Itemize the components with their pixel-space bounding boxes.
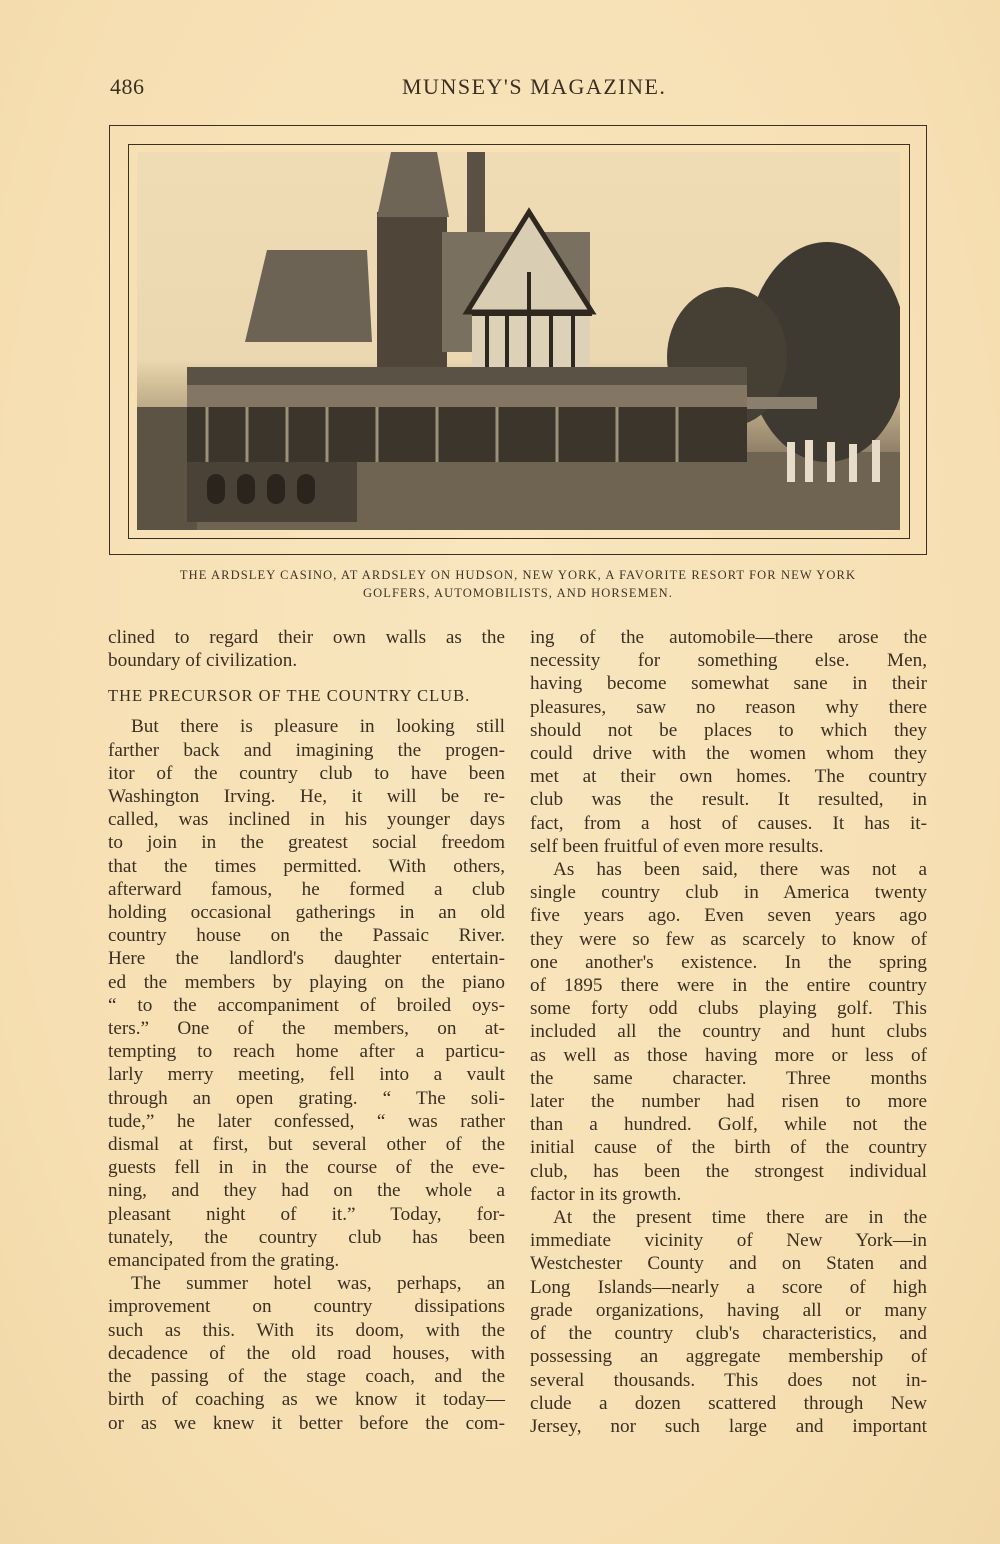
- text-line: Long Islands—nearly a score of high: [530, 1276, 927, 1298]
- chimney: [467, 152, 485, 232]
- text-line: But there is pleasure in looking still: [131, 716, 505, 738]
- text-line: single country club in America twenty: [530, 882, 927, 904]
- running-head: [110, 74, 920, 104]
- page-number: 486: [110, 74, 145, 99]
- text-line: holding occasional gatherings in an old: [108, 902, 505, 924]
- text-line: as well as those having more or less of: [530, 1044, 927, 1066]
- text-line: Here the landlord's daughter entertain-: [108, 948, 505, 970]
- text-line: country house on the Passaic River.: [108, 925, 505, 947]
- left-column: [108, 626, 505, 1435]
- text-line: At the present time there are in the: [553, 1207, 927, 1229]
- text-line: several thousands. This does not in-: [530, 1369, 927, 1391]
- text-line: grade organizations, having all or many: [530, 1299, 927, 1321]
- text-line: improvement on country dissipations: [108, 1296, 505, 1318]
- text-line: having become somewhat sane in their: [530, 673, 927, 695]
- text-line: one another's existence. In the spring: [530, 951, 927, 973]
- text-line: necessity for something else. Men,: [530, 650, 927, 672]
- caption-line-1: THE ARDSLEY CASINO, AT ARDSLEY ON HUDSON, NEW YORK, A FAVORITE RESORT FOR NEW YORK: [179, 568, 857, 582]
- text-line: met at their own homes. The country: [530, 766, 927, 788]
- photo-illustration: [137, 152, 900, 530]
- text-line: than a hundred. Golf, while not the: [530, 1114, 927, 1136]
- text-line: Jersey, nor such large and important: [530, 1415, 927, 1437]
- text-line: initial cause of the birth of the country: [530, 1137, 927, 1159]
- text-line: ters.” One of the members, on at-: [108, 1018, 505, 1040]
- side-awning: [747, 397, 817, 409]
- text-line: Washington Irving. He, it will be re-: [108, 786, 505, 808]
- text-line: ing of the automobile—there arose the: [530, 627, 927, 648]
- text-line: larly merry meeting, fell into a vault: [108, 1064, 505, 1086]
- text-line: to join in the greatest social freedom: [108, 832, 505, 854]
- text-line: included all the country and hunt clubs: [530, 1021, 927, 1043]
- text-line: birth of coaching as we know it today—: [108, 1389, 505, 1411]
- text-line: could drive with the women whom they: [530, 743, 927, 765]
- text-line: should not be places to which they: [530, 719, 927, 741]
- magazine-title: MUNSEY'S MAGAZINE.: [402, 74, 667, 99]
- text-line: “ to the accompaniment of broiled oys-: [108, 994, 505, 1016]
- paragraph: [530, 1206, 927, 1438]
- text-line: club, has been the strongest individual: [530, 1160, 927, 1182]
- paragraph: [530, 858, 927, 1206]
- upper-balcony: [187, 367, 747, 385]
- text-line: of the country club's characteristics, and: [530, 1323, 927, 1345]
- text-line: ed the members by playing on the piano: [108, 971, 505, 993]
- text-line: that the times permitted. With others,: [108, 855, 505, 877]
- text-line: they were so few as scarcely to know of: [530, 928, 927, 950]
- paragraph: [108, 715, 505, 1272]
- caption-line-2: GOLFERS, AUTOMOBILISTS, AND HORSEMEN.: [363, 586, 673, 600]
- text-line: clined to regard their own walls as the: [108, 627, 505, 648]
- text-line: later the number had risen to more: [530, 1091, 927, 1113]
- text-line: itor of the country club to have been: [108, 762, 505, 784]
- text-line: immediate vicinity of New York—in: [530, 1230, 927, 1252]
- text-line: pleasant night of it.” Today, for-: [108, 1203, 505, 1225]
- text-line: tunately, the country club has been: [108, 1226, 505, 1248]
- paragraph: [108, 626, 505, 672]
- text-line: The summer hotel was, perhaps, an: [131, 1273, 505, 1295]
- text-line: self been fruitful of even more results.: [530, 835, 824, 857]
- paragraph: [108, 1272, 505, 1434]
- text-line: farther back and imagining the progen-: [108, 739, 505, 761]
- text-line: afterward famous, he formed a club: [108, 878, 505, 900]
- ardsley-casino-photo: [137, 152, 900, 530]
- text-line: As has been said, there was not a: [553, 859, 927, 881]
- text-line: such as this. With its doom, with the: [108, 1319, 505, 1341]
- text-line: some forty odd clubs playing golf. This: [530, 998, 927, 1020]
- text-line: of 1895 there were in the entire country: [530, 975, 927, 997]
- text-line: guests fell in in the course of the eve-: [108, 1157, 505, 1179]
- text-line: the passing of the stage coach, and the: [108, 1366, 505, 1388]
- text-line: boundary of civilization.: [108, 650, 298, 672]
- figure-caption: [110, 566, 926, 602]
- right-column: [530, 626, 927, 1438]
- text-line: or as we knew it better before the com-: [108, 1412, 505, 1434]
- text-line: called, was inclined in his younger days: [108, 809, 505, 831]
- text-line: the same character. Three months: [530, 1067, 927, 1089]
- lower-veranda: [187, 407, 747, 462]
- text-line: Westchester County and on Staten and: [530, 1253, 927, 1275]
- text-line: tude,” he later confessed, “ was rather: [108, 1110, 505, 1132]
- text-line: pleasures, saw no reason why there: [530, 696, 927, 718]
- text-line: dismal at first, but several other of the: [108, 1134, 505, 1156]
- text-line: emancipated from the grating.: [108, 1250, 340, 1272]
- section-heading: THE PRECURSOR OF THE COUNTRY CLUB.: [108, 686, 471, 706]
- text-line: possessing an aggregate membership of: [530, 1346, 927, 1368]
- lattice-band: [187, 385, 747, 407]
- text-line: club was the result. It resulted, in: [530, 789, 927, 811]
- text-line: ning, and they had on the whole a: [108, 1180, 505, 1202]
- text-line: five years ago. Even seven years ago: [530, 905, 927, 927]
- text-line: tempting to reach home after a particu-: [108, 1041, 505, 1063]
- tower-roof: [377, 152, 449, 217]
- text-line: fact, from a host of causes. It has it-: [530, 812, 927, 834]
- text-line: clude a dozen scattered through New: [530, 1392, 927, 1414]
- text-line: through an open grating. “ The soli-: [108, 1087, 505, 1109]
- text-line: decadence of the old road houses, with: [108, 1342, 505, 1364]
- text-line: factor in its growth.: [530, 1183, 682, 1205]
- paragraph: [530, 626, 927, 858]
- mansard-roof: [245, 250, 372, 342]
